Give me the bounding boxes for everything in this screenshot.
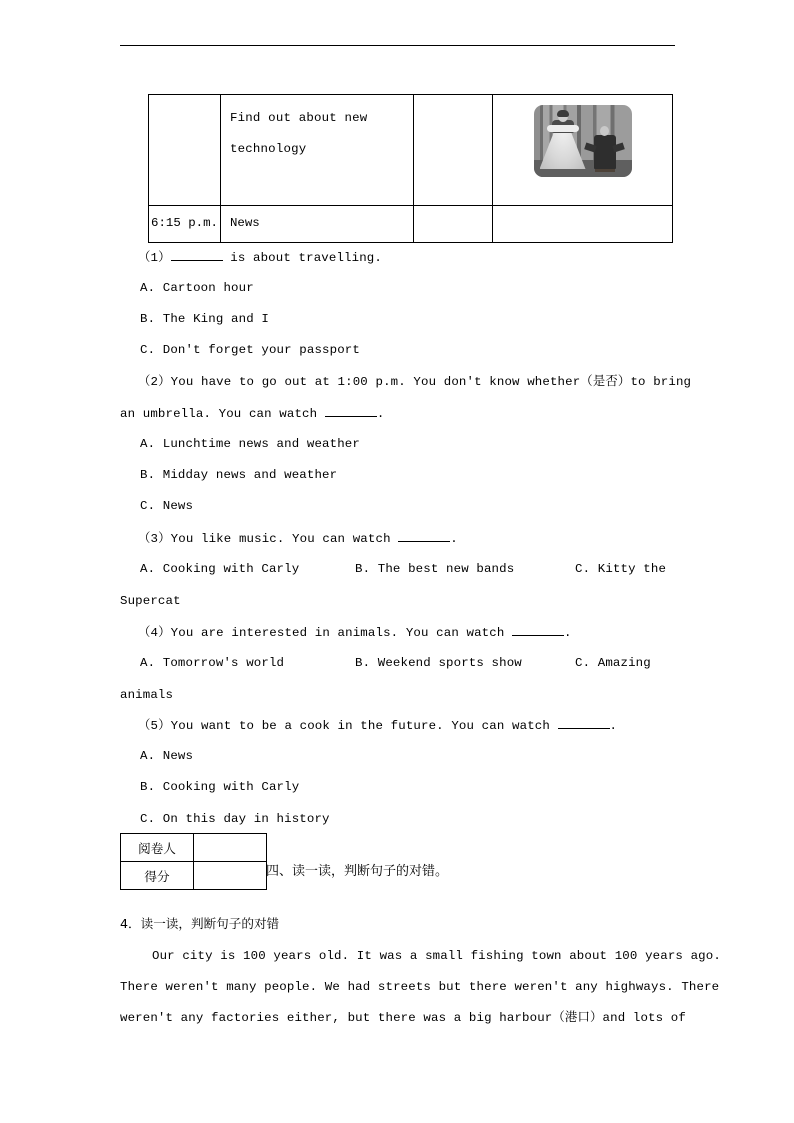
schedule-image-cell [493, 206, 673, 243]
question-3-number: （3） [138, 532, 171, 546]
grading-table [120, 833, 267, 890]
schedule-blank-cell [414, 206, 493, 243]
photo-woman-gown [540, 129, 586, 169]
question-2-stem-text-1: You have to go out at 1:00 p.m. You don't know whether（是否）to bring [170, 375, 692, 389]
question-3-stem-period: . [450, 532, 458, 546]
question-1-option-a[interactable]: A. Cartoon hour [140, 281, 254, 295]
question-2-stem-line-1 [138, 374, 691, 390]
passage-line: There weren't many people. We had streets but there weren't any highways. There [120, 980, 720, 994]
schedule-description-cell [221, 206, 414, 243]
question-2-stem-text-3: . [376, 407, 385, 421]
question-2-stem-text-2: an umbrella. You can watch [120, 407, 325, 421]
tv-programme-still-photo [534, 105, 632, 177]
question-2-stem-line-2 [120, 405, 384, 422]
header-rule [120, 45, 675, 46]
question-3-option-c-wrap[interactable]: Supercat [120, 594, 181, 608]
schedule-time-value: 6:15 p.m. [151, 216, 218, 230]
schedule-description-cell [221, 95, 414, 206]
photo-man-head [600, 126, 609, 136]
answer-blank[interactable] [558, 717, 610, 729]
grading-row-score [121, 862, 267, 890]
answer-blank[interactable] [398, 530, 450, 542]
schedule-description-value: Find out about new technology [230, 111, 368, 156]
table-row [149, 95, 673, 206]
question-1-stem [138, 249, 382, 266]
question-3-stem-text: You like music. You can watch [170, 532, 399, 546]
question-4-option-a[interactable]: A. Tomorrow's world [140, 656, 285, 670]
question-4-option-c[interactable]: C. Amazing [575, 656, 651, 670]
question-4-stem-text: You are interested in animals. You can watch [170, 626, 513, 640]
section-sub-heading: 4．读一读，判断句子的对错 [120, 916, 280, 931]
question-3-stem [138, 530, 458, 547]
photo-woman-hair [557, 110, 569, 117]
question-4-stem [138, 624, 572, 641]
question-1-option-b[interactable]: B. The King and I [140, 312, 269, 326]
section-heading: 四、读一读，判断句子的对错。 [266, 864, 449, 879]
question-3-option-b[interactable]: B. The best new bands [355, 562, 515, 576]
question-4-option-c-wrap[interactable]: animals [120, 688, 174, 702]
score-value-field[interactable] [194, 862, 267, 890]
schedule-time-cell [149, 95, 221, 206]
programme-photo-wrap [493, 95, 672, 182]
passage-line: Our city is 100 years old. It was a small fishing town about 100 years ago. [152, 949, 721, 963]
question-2-option-b[interactable]: B. Midday news and weather [140, 468, 338, 482]
question-2-number: （2） [138, 375, 171, 389]
photo-woman-shoulders [547, 125, 579, 132]
grading-row-marker [121, 834, 267, 862]
question-5-stem [138, 717, 617, 734]
score-label: 得分 [121, 862, 194, 890]
schedule-description-value: News [230, 216, 260, 230]
question-5-number: （5） [138, 719, 171, 733]
tv-schedule-table [148, 94, 673, 243]
question-1-number: （1） [138, 251, 171, 265]
question-1-stem-text: is about travelling. [222, 251, 382, 265]
schedule-time-cell [149, 206, 221, 243]
question-5-option-b[interactable]: B. Cooking with Carly [140, 780, 300, 794]
question-4-stem-period: . [564, 626, 572, 640]
marker-value-field[interactable] [194, 834, 267, 862]
question-4-number: （4） [138, 626, 171, 640]
answer-blank[interactable] [171, 249, 223, 261]
passage-line: weren't any factories either, but there was a big harbour（港口）and lots of [120, 1011, 686, 1025]
question-3-option-c[interactable]: C. Kitty the [575, 562, 667, 576]
question-5-stem-period: . [609, 719, 618, 733]
schedule-image-cell [493, 95, 673, 206]
answer-blank[interactable] [512, 624, 564, 636]
question-5-stem-text: You want to be a cook in the future. You can watch [170, 719, 558, 733]
question-1-option-c[interactable]: C. Don't forget your passport [140, 343, 360, 357]
marker-label: 阅卷人 [121, 834, 194, 862]
question-2-option-c[interactable]: C. News [140, 499, 194, 513]
question-5-option-c[interactable]: C. On this day in history [140, 812, 330, 826]
question-5-option-a[interactable]: A. News [140, 749, 194, 763]
question-3-option-a[interactable]: A. Cooking with Carly [140, 562, 300, 576]
photo-man-body [594, 135, 616, 169]
table-row [149, 206, 673, 243]
question-4-option-b[interactable]: B. Weekend sports show [355, 656, 522, 670]
question-2-option-a[interactable]: A. Lunchtime news and weather [140, 437, 360, 451]
schedule-blank-cell [414, 95, 493, 206]
answer-blank[interactable] [325, 405, 377, 417]
